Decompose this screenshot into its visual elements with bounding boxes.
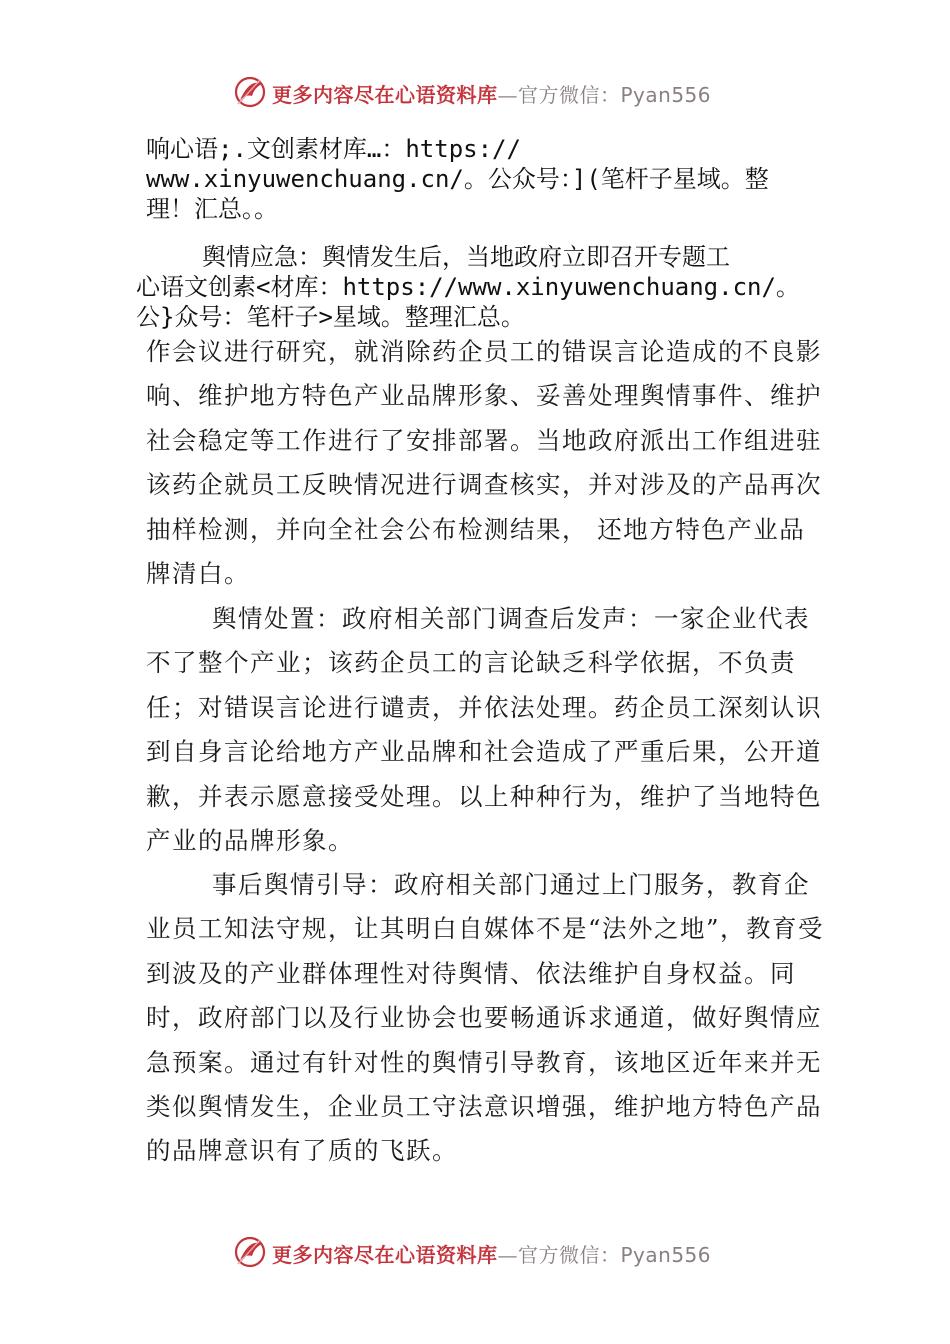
watermark-line: www.xinyuwenchuang.cn/。公众号：](笔杆子星域。整 [146,165,769,193]
banner-text [272,1239,711,1268]
banner-gray-text: —官方微信： [497,1243,621,1267]
footer-banner [0,1232,950,1272]
banner-wechat-id: Pyan556 [620,1243,712,1267]
paragraph-emergency: 作会议进行研究，就消除药企员工的错误言论造成的不良影响、维护地方特色产业品牌形象、妥善处理舆情事件、维护社会稳定等工作进行了安排部署。当地政府派出工作组进驻该药企就员工反映情况进行调查核实，并对涉及的产品再次抽样检测，并向全社会公布检测结果， 还地方特色产业品牌清白。 [146,337,822,589]
paragraph-guidance: 事后舆情引导：政府相关部门通过上门服务，教育企业员工知法守规，让其明白自媒体不是“法外之地”，教育受到波及的产业群体理性对待舆情、依法维护自身权益。同时，政府部门以及行业协会也要畅通诉求通道，做好舆情应急预案。通过有针对性的舆情引导教育，该地区近年来并无类似舆情发生，企业员工守法意识增强，维护地方特色产品的品牌意识有了质的飞跃。 [146,870,825,1166]
paragraph-handling: 舆情处置：政府相关部门调查后发声：一家企业代表不了整个产业；该药企员工的言论缺乏科学依据，不负责任；对错误言论进行谴责，并依法处理。药企员工深刻认识到自身言论给地方产业品牌和社会造成了严重后果，公开道歉，并表示愿意接受处理。以上种种行为，维护了当地特色产业的品牌形象。 [146,604,822,856]
watermark-line: 公}众号：笔杆子>星域。整理汇总。 [136,303,525,331]
brand-logo-icon [232,1234,268,1270]
watermark-block-1 [146,134,769,224]
banner-red-text: 更多内容尽在心语资料库 [272,1243,498,1267]
banner-gray-text: —官方微信： [497,83,621,107]
paragraph-emergency-start: 舆情应急：舆情发生后，当地政府立即召开专题工 [202,243,730,271]
banner-wechat-id: Pyan556 [620,83,712,107]
banner-red-text: 更多内容尽在心语资料库 [272,83,498,107]
watermark-line: 响心语;.文创素材库…：https:// [146,135,521,163]
banner-text [272,79,711,108]
watermark-line: 理！汇总。。 [146,195,278,223]
header-banner [0,72,950,112]
watermark-line: 心语文创素<材库：https://www.xinyuwenchuang.cn/。 [136,273,800,301]
watermark-block-2 [136,242,800,332]
brand-logo-icon [232,74,268,110]
